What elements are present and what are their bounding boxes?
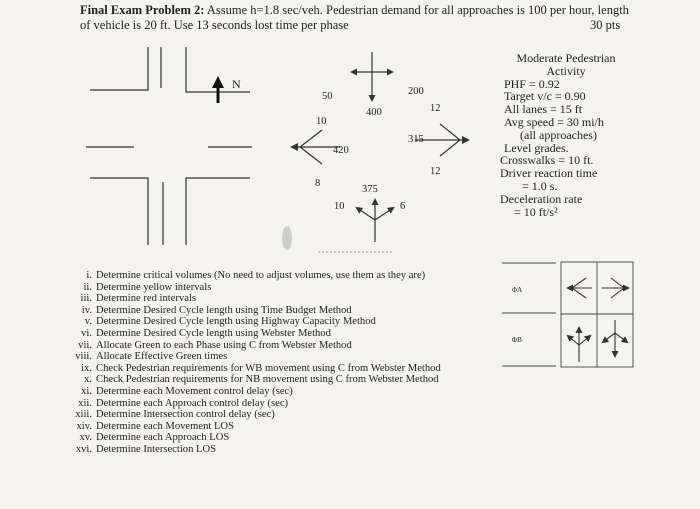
task-number: iii. <box>80 293 92 305</box>
task-text: Check Pedestrian requirements for NB movement using C from Webster Method <box>96 374 439 386</box>
task-number: xiii. <box>75 409 92 421</box>
phase-b-southbound-icon <box>603 320 627 356</box>
road-edge-sw <box>90 178 148 245</box>
task-text: Determine Desired Cycle length using Time Budget Method <box>96 304 352 316</box>
north-label: N <box>232 77 241 91</box>
task-text: Determine Intersection control delay (sec) <box>96 409 275 421</box>
task-item <box>56 340 441 352</box>
condition-line: Activity <box>546 63 586 78</box>
task-item <box>56 316 441 328</box>
volume-east-left: 200 <box>408 86 424 97</box>
task-number: vi. <box>81 327 92 339</box>
task-item <box>56 444 441 456</box>
points-label: 30 pts <box>590 18 621 32</box>
road-edges <box>86 47 252 245</box>
road-edge-nw <box>90 47 148 90</box>
task-number: xi. <box>81 385 92 397</box>
condition-line: = 1.0 s. <box>522 178 558 193</box>
volume-north-left: 50 <box>322 91 333 102</box>
task-item <box>56 328 441 340</box>
task-number: viii. <box>75 351 92 363</box>
volume-south-right: 6 <box>400 201 406 212</box>
task-text: Determine each Approach control delay (sec) <box>96 397 289 409</box>
task-item <box>56 305 441 317</box>
problem-title: Final Exam Problem 2: <box>80 3 205 17</box>
task-text: Check Pedestrian requirements for WB movement using C from Webster Method <box>96 362 441 374</box>
condition-line: Deceleration rate <box>500 191 583 206</box>
task-text: Determine Intersection LOS <box>96 443 217 455</box>
task-item <box>56 398 441 410</box>
problem-text: Assume h=1.8 sec/veh. Pedestrian demand for all approaches is 100 per hour, length of vehicle is 20 ft. Use 13 seconds lost time per phase <box>80 3 629 32</box>
condition-line: Crosswalks = 10 ft. <box>500 153 594 168</box>
task-number: xv. <box>79 432 92 444</box>
task-text: Determine Desired Cycle length using Webster Method <box>96 327 331 339</box>
task-text: Determine each Movement control delay (sec) <box>96 385 293 397</box>
volume-north-through: 400 <box>366 107 382 118</box>
task-text: Allocate Effective Green times <box>96 351 228 363</box>
volume-east-through: 315 <box>408 134 424 145</box>
phasing-table <box>502 262 633 367</box>
task-number: ix. <box>81 362 92 374</box>
task-item <box>56 282 441 294</box>
task-number: v. <box>84 316 92 328</box>
phase-b-northbound-icon <box>568 328 590 362</box>
phase-a-label: ΦA <box>512 286 523 294</box>
conditions-block <box>496 52 636 218</box>
road-edge-se <box>186 178 250 245</box>
smudge-mark <box>282 226 292 250</box>
condition-line: Level grades. <box>504 140 569 155</box>
condition-line: PHF = 0.92 <box>504 76 560 91</box>
task-item <box>56 270 441 282</box>
task-item <box>56 374 441 386</box>
task-text: Determine critical volumes (No need to adjust volumes, use them as they are) <box>96 270 426 281</box>
phase-a-westbound-icon <box>568 278 592 298</box>
north-arrow-icon <box>212 76 224 103</box>
condition-line: All lanes = 15 ft <box>504 102 583 117</box>
task-number: xiv. <box>76 420 92 432</box>
condition-line: Target v/c = 0.90 <box>504 89 586 104</box>
phase-b-label: ΦB <box>512 336 522 344</box>
volume-east-right: 12 <box>430 103 441 114</box>
task-number: x. <box>84 374 92 386</box>
phase-a-eastbound-icon <box>602 278 628 298</box>
task-number: xii. <box>78 397 92 409</box>
task-text: Determine each Movement LOS <box>96 420 234 432</box>
volume-west-left: 12 <box>430 166 441 177</box>
task-item <box>56 409 441 421</box>
task-item <box>56 363 441 375</box>
task-list <box>56 270 441 456</box>
condition-line: Moderate Pedestrian <box>516 51 616 65</box>
volume-south-left: 10 <box>334 201 345 212</box>
task-item <box>56 351 441 363</box>
condition-line: Avg speed = 30 mi/h <box>504 114 604 129</box>
task-item <box>56 386 441 398</box>
task-number: ii. <box>83 281 92 293</box>
volume-south-through: 375 <box>362 184 378 195</box>
task-number: vii. <box>78 339 92 351</box>
task-item <box>56 293 441 305</box>
north-approach-arrows-icon <box>352 52 392 100</box>
task-number: i. <box>86 270 92 281</box>
condition-line: Driver reaction time <box>500 166 598 181</box>
task-text: Determine each Approach LOS <box>96 432 230 444</box>
task-number: iv. <box>81 304 92 316</box>
task-number: xvi. <box>75 443 92 455</box>
task-text: Determine yellow intervals <box>96 281 212 293</box>
task-item <box>56 432 441 444</box>
task-text: Determine Desired Cycle length using Highway Capacity Method <box>96 316 376 328</box>
condition-line: = 10 ft/s² <box>514 204 558 219</box>
task-text: Allocate Green to each Phase using C from Webster Method <box>96 339 352 351</box>
volume-west-right: 8 <box>315 178 321 189</box>
south-approach-arrows-icon <box>357 200 393 242</box>
condition-line: (all approaches) <box>520 127 597 142</box>
volume-west-through: 420 <box>333 145 349 156</box>
task-item <box>56 421 441 433</box>
task-text: Determine red intervals <box>96 293 197 305</box>
volume-north-right: 10 <box>316 116 327 127</box>
